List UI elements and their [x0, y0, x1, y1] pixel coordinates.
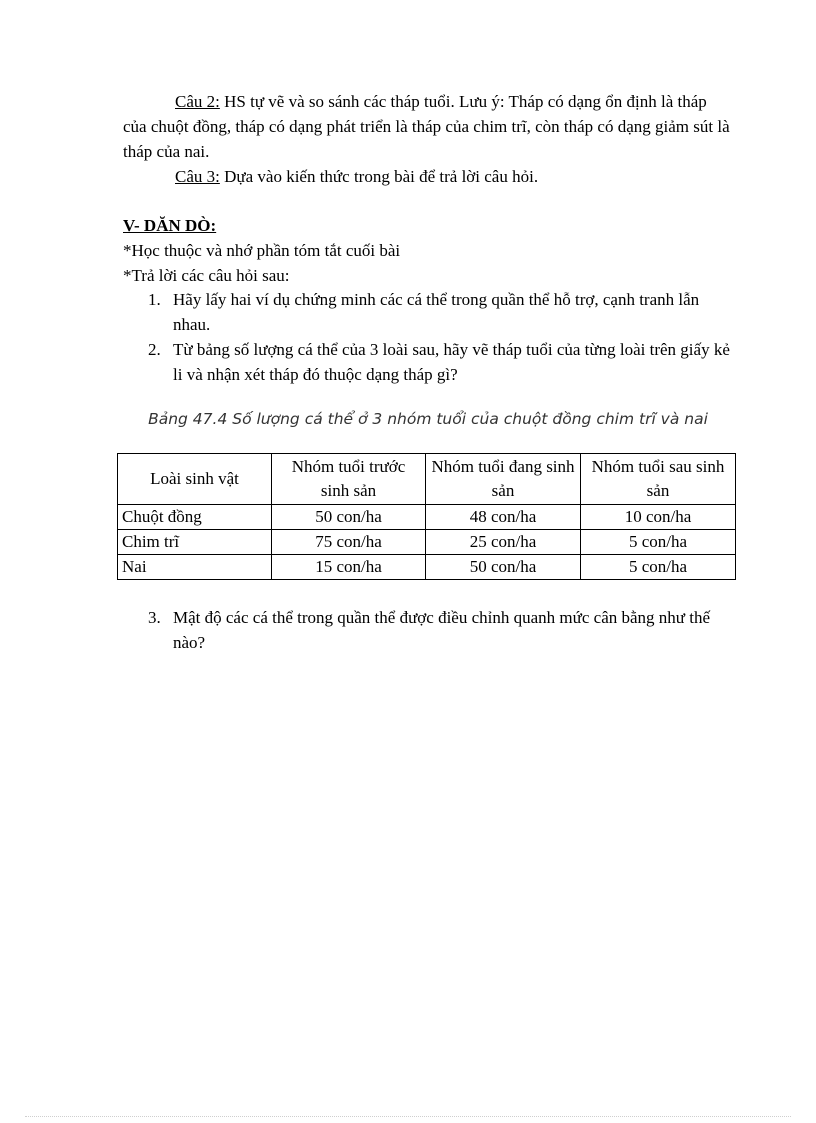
list-number: 3. [148, 608, 161, 627]
list-number: 2. [148, 340, 161, 359]
question-3-label: Câu 3: [175, 167, 220, 186]
species-cell: Nai [118, 555, 272, 580]
table-caption: Bảng 47.4 Số lượng cá thể ở 3 nhóm tuổi của chuột đồng chim trĩ và nai [148, 410, 708, 428]
value-cell: 25 con/ha [426, 530, 581, 555]
question-2-paragraph [123, 89, 733, 164]
species-cell: Chuột đồng [118, 505, 272, 530]
list-text: Hãy lấy hai ví dụ chứng minh các cá thể trong quần thể hỗ trợ, cạnh tranh lẫn nhau. [173, 290, 700, 334]
value-cell: 5 con/ha [581, 530, 736, 555]
value-cell: 15 con/ha [272, 555, 426, 580]
list-number: 1. [148, 290, 161, 309]
instruction-line-1: *Học thuộc và nhớ phần tóm tắt cuối bài [123, 241, 401, 260]
value-cell: 10 con/ha [581, 505, 736, 530]
list-item-1 [148, 287, 738, 337]
value-cell: 48 con/ha [426, 505, 581, 530]
header-species: Loài sinh vật [118, 454, 272, 505]
instruction-line-2: *Trả lời các câu hỏi sau: [123, 266, 290, 285]
table-row [118, 505, 736, 530]
value-cell: 5 con/ha [581, 555, 736, 580]
table-header-row [118, 454, 736, 505]
question-3-paragraph [123, 164, 733, 189]
list-item-2 [148, 337, 738, 387]
list-text: Từ bảng số lượng cá thể của 3 loài sau, hãy vẽ tháp tuổi của từng loài trên giấy kẻ li và nhận xét tháp đó thuộc dạng tháp gì? [173, 340, 730, 384]
value-cell: 50 con/ha [426, 555, 581, 580]
section-heading: V- DĂN DÒ: [123, 216, 217, 235]
list-text: Mật độ các cá thể trong quần thể được điều chỉnh quanh mức cân bằng như thế nào? [173, 608, 711, 652]
question-2-label: Câu 2: [175, 92, 220, 111]
population-table [117, 453, 736, 580]
value-cell: 75 con/ha [272, 530, 426, 555]
table-row [118, 555, 736, 580]
header-pre-reproductive: Nhóm tuổi trước sinh sản [272, 454, 426, 505]
list-item-3 [148, 605, 738, 655]
species-cell: Chim trĩ [118, 530, 272, 555]
value-cell: 50 con/ha [272, 505, 426, 530]
page-bottom-border [25, 1116, 791, 1117]
header-post-reproductive: Nhóm tuổi sau sinh sản [581, 454, 736, 505]
question-3-text: Dựa vào kiến thức trong bài để trả lời câu hỏi. [219, 167, 539, 186]
header-reproductive: Nhóm tuổi đang sinh sản [426, 454, 581, 505]
table-row [118, 530, 736, 555]
question-2-text: HS tự vẽ và so sánh các tháp tuổi. Lưu ý: Tháp có dạng ổn định là tháp của chuột đồng, tháp có dạng phát triển là tháp của chim trĩ, còn tháp có dạng giảm sút là tháp của nai. [123, 92, 730, 161]
